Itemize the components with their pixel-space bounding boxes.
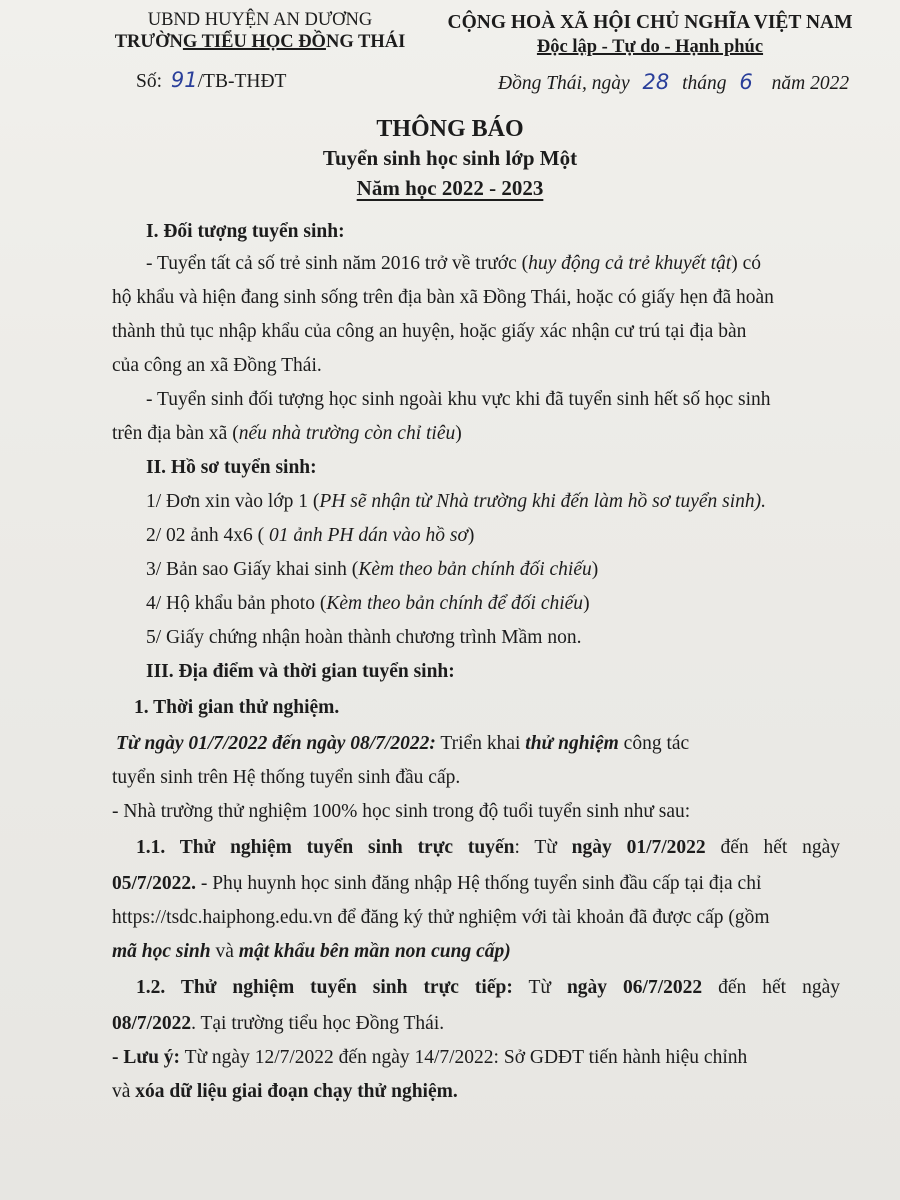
section-1-para-1-line-3: thành thủ tục nhập khẩu của công an huyện, hoặc giấy xác nhận cư trú tại địa bàn: [112, 321, 747, 342]
handwritten-number: 91: [170, 68, 198, 92]
school-year: Năm học 2022 - 2023: [356, 176, 544, 200]
online-trial-line-3: https://tsdc.haiphong.edu.vn để đăng ký thử nghiệm với tài khoản đã được cấp (gồm: [112, 907, 770, 928]
online-trial-line-4: mã học sinh và mật khẩu bên mần non cung cấp): [112, 941, 511, 962]
section-1-para-2-line-2: trên địa bàn xã (nếu nhà trường còn chỉ tiêu): [112, 423, 462, 444]
document-item-2: 2/ 02 ảnh 4x6 ( 01 ảnh PH dán vào hồ sơ): [146, 525, 475, 546]
subsection-trial-heading: 1. Thời gian thử nghiệm.: [134, 697, 340, 718]
document-number: Số: 91/TB-THĐT: [136, 68, 287, 92]
note-line-2: và xóa dữ liệu giai đoạn chạy thử nghiệm.: [112, 1081, 458, 1102]
handwritten-month: 6: [739, 70, 753, 94]
motto: Độc lập - Tự do - Hạnh phúc: [536, 37, 764, 57]
section-2-heading: II. Hồ sơ tuyển sinh:: [146, 457, 317, 478]
note-line-1: - Lưu ý: Từ ngày 12/7/2022 đến ngày 14/7/2022: Sở GDĐT tiến hành hiệu chỉnh: [112, 1047, 748, 1068]
trial-period-line-2: tuyển sinh trên Hệ thống tuyển sinh đầu cấp.: [112, 767, 461, 788]
handwritten-day: 28: [642, 70, 670, 94]
country-name: CỘNG HOÀ XÃ HỘI CHỦ NGHĨA VIỆT NAM: [447, 12, 853, 33]
direct-trial-line-1: 1.2. Thử nghiệm tuyển sinh trực tiếp: Từ ngày 06/7/2022 đến hết ngày: [136, 977, 840, 998]
document-date: Đồng Thái, ngày 28 tháng 6 năm 2022: [498, 70, 850, 94]
direct-trial-line-2: 08/7/2022. Tại trường tiểu học Đồng Thái.: [112, 1013, 445, 1034]
document-item-1: 1/ Đơn xin vào lớp 1 (PH sẽ nhận từ Nhà trường khi đến làm hồ sơ tuyển sinh).: [146, 491, 767, 512]
notice-title: THÔNG BÁO: [376, 116, 524, 142]
section-1-heading: I. Đối tượng tuyển sinh:: [146, 221, 345, 242]
document-item-4: 4/ Hộ khẩu bản photo (Kèm theo bản chính để đối chiếu): [146, 593, 590, 614]
document-item-5: 5/ Giấy chứng nhận hoàn thành chương trình Mầm non.: [146, 627, 582, 648]
school-name: TRƯỜNG TIỂU HỌC ĐỒNG THÁI: [114, 32, 406, 52]
online-trial-line-1: 1.1. Thử nghiệm tuyển sinh trực tuyến: Từ ngày 01/7/2022 đến hết ngày: [136, 837, 841, 858]
section-1-para-1-line-2: hộ khẩu và hiện đang sinh sống trên địa bàn xã Đồng Thái, hoặc có giấy hẹn đã hoàn: [112, 287, 774, 308]
trial-period-line-3: - Nhà trường thử nghiệm 100% học sinh trong độ tuổi tuyển sinh như sau:: [112, 801, 691, 822]
document-item-3: 3/ Bản sao Giấy khai sinh (Kèm theo bản chính đối chiếu): [146, 559, 599, 580]
online-trial-line-2: 05/7/2022. - Phụ huynh học sinh đăng nhập Hệ thống tuyển sinh đầu cấp tại địa chỉ: [112, 873, 762, 894]
section-1-para-1-line-1: - Tuyển tất cả số trẻ sinh năm 2016 trở về trước (huy động cả trẻ khuyết tật) có: [146, 253, 761, 274]
section-1-para-2-line-1: - Tuyển sinh đối tượng học sinh ngoài khu vực khi đã tuyển sinh hết số học sinh: [146, 389, 771, 410]
section-1-para-1-line-4: của công an xã Đồng Thái.: [112, 355, 322, 376]
org-parent: UBND HUYỆN AN DƯƠNG: [147, 10, 373, 30]
trial-period-line-1: Từ ngày 01/7/2022 đến ngày 08/7/2022: Triển khai thử nghiệm công tác: [116, 733, 690, 754]
notice-subtitle: Tuyển sinh học sinh lớp Một: [322, 146, 578, 170]
section-3-heading: III. Địa điểm và thời gian tuyển sinh:: [146, 661, 455, 682]
